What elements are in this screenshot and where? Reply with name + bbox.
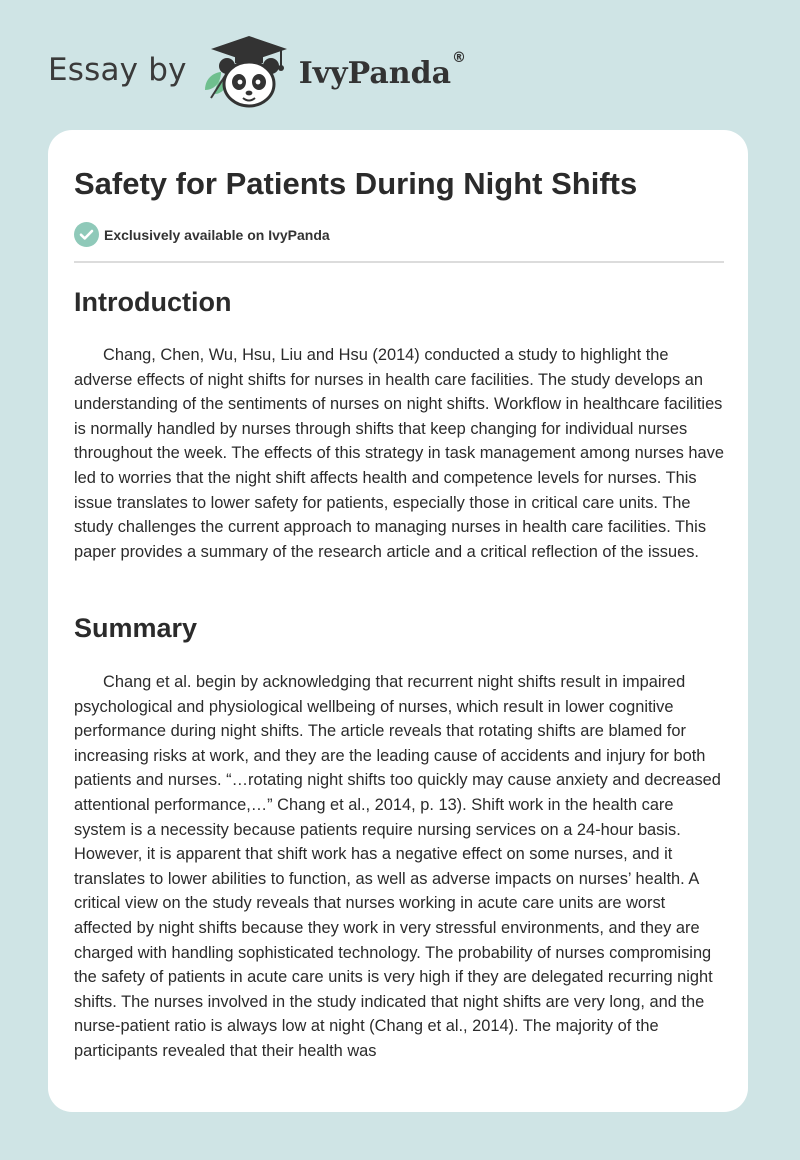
brand-header bbox=[48, 32, 466, 112]
exclusive-badge bbox=[74, 222, 330, 247]
page-title: Safety for Patients During Night Shifts bbox=[74, 166, 638, 201]
title-divider bbox=[74, 261, 724, 263]
check-circle-icon bbox=[74, 222, 99, 247]
graduate-panda-icon bbox=[201, 32, 297, 112]
brand-name: IvyPanda® bbox=[298, 49, 467, 91]
section-heading-summary: Summary bbox=[74, 613, 198, 643]
brand-prefix: Essay by bbox=[48, 52, 187, 88]
summary-paragraph: Chang et al. begin by acknowledging that recurrent night shifts result in impaired psychological and physiological wellbeing of nurses, which result in lower cognitive performance during night shifts. The article reveals that rotating shifts are blamed for increasing risks at work, and they are the leading cause of accidents and injury for both patients and nurses. “…rotating night shifts too quickly may cause anxiety and decreased attentional performance,…” Chang et al., 2014, p. 13). Shift work in the health care system is a necessity because patients require nursing services on a 24-hour basis. However, it is apparent that shift work has a negative effect on some nurses, and it translates to lower abilities to function, as well as adverse impacts on nurses’ health. A critical view on the study reveals that nurses working in acute care units are worst affected by night shifts because they work in very stressful environments, and they are charged with handling sophisticated technology. The probability of nurses compromising the safety of patients in acute care units is very high if they are delegated recurring night shifts. The nurses involved in the study indicated that night shifts are very long, and the nurse-patient ratio is always low at night (Chang et al., 2014). The majority of the participants revealed that their health was bbox=[74, 673, 721, 1060]
section-heading-introduction: Introduction bbox=[74, 287, 232, 317]
exclusive-label: Exclusively available on IvyPanda bbox=[104, 226, 330, 243]
registered-mark: ® bbox=[452, 49, 467, 66]
introduction-paragraph: Chang, Chen, Wu, Hsu, Liu and Hsu (2014) conducted a study to highlight the adverse effects of night shifts for nurses in health care facilities. The study develops an understanding of the sentiments of nurses on night shifts. Workflow in healthcare facilities is normally handled by nurses through shifts that keep changing for individual nurses throughout the week. The effects of this strategy in task management among nurses have led to worries that the night shift affects health and competence levels for nurses. This issue translates to lower safety for patients, especially those in critical care units. The study challenges the current approach to managing nurses in health care facilities. This paper provides a summary of the research article and a critical reflection of the issues. bbox=[74, 346, 724, 561]
essay-card bbox=[48, 130, 748, 1112]
